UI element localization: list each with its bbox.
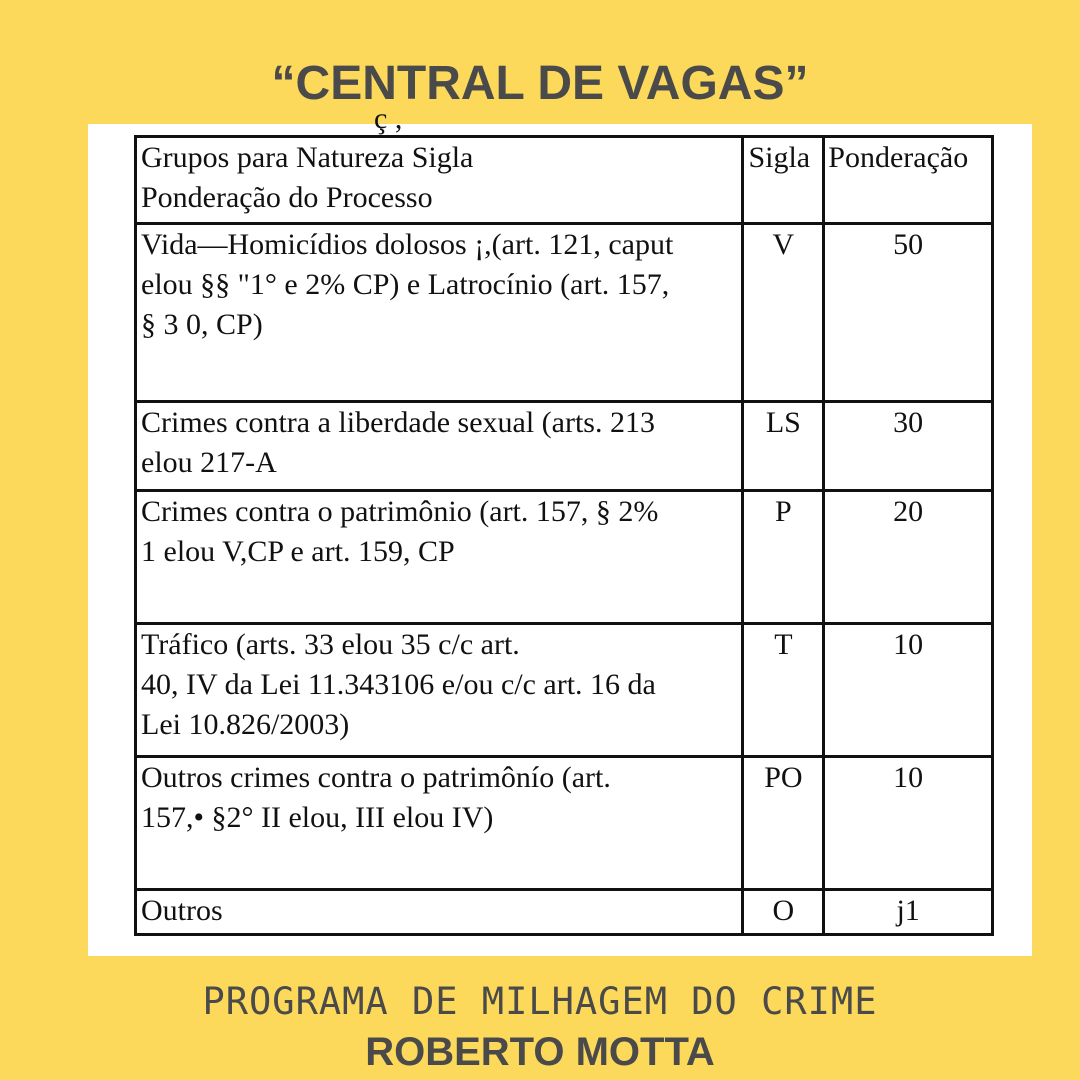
program-title: PROGRAMA DE MILHAGEM DO CRIME [202, 980, 878, 1023]
group-description [136, 757, 743, 890]
ponderacao-cell: 30 [824, 402, 993, 491]
header-groups-line: Ponderação do Processo [141, 181, 433, 214]
header-ponderacao: Ponderação [824, 137, 993, 224]
ponderacao-cell: 10 [824, 624, 993, 757]
description-line: elou §§ "1° e 2% CP) e Latrocínio (art. 157, [141, 268, 670, 301]
header-sigla: Sigla [743, 137, 824, 224]
table-row [136, 402, 993, 491]
page-title: “CENTRAL DE VAGAS” [271, 57, 809, 110]
scanned-document [88, 102, 1032, 956]
sigla-cell: LS [743, 402, 824, 491]
table-row [136, 624, 993, 757]
description-line: 157,• §2° II elou, III elou IV) [141, 801, 494, 834]
description-line: § 3 0, CP) [141, 308, 263, 341]
description-line: Crimes contra o patrimônio (art. 157, § 2% [141, 495, 659, 528]
table-row [136, 224, 993, 402]
ponderacao-cell: 50 [824, 224, 993, 402]
group-description [136, 890, 743, 935]
sigla-cell: V [743, 224, 824, 402]
description-line: Lei 10.826/2003) [141, 708, 350, 741]
sigla-cell: P [743, 491, 824, 624]
description-line: Crimes contra a liberdade sexual (arts. 213 [141, 406, 655, 439]
author-name: ROBERTO MOTTA [365, 1030, 715, 1074]
group-description [136, 624, 743, 757]
group-description [136, 491, 743, 624]
description-line: Outros crimes contra o patrimônío (art. [141, 761, 611, 794]
ponderacao-cell: j1 [824, 890, 993, 935]
group-description [136, 224, 743, 402]
description-line: 1 elou V,CP e art. 159, CP [141, 535, 455, 568]
weighting-table [134, 135, 994, 936]
table-row [136, 757, 993, 890]
table-header-row [136, 137, 993, 224]
sigla-cell: T [743, 624, 824, 757]
description-line: Outros [141, 894, 223, 927]
sigla-cell: PO [743, 757, 824, 890]
group-description [136, 402, 743, 491]
description-line: Tráfico (arts. 33 elou 35 c/c art. [141, 628, 520, 661]
sigla-cell: O [743, 890, 824, 935]
ponderacao-cell: 20 [824, 491, 993, 624]
table-row [136, 890, 993, 935]
table-row [136, 491, 993, 624]
ponderacao-cell: 10 [824, 757, 993, 890]
description-line: 40, IV da Lei 11.343106 e/ou c/c art. 16 da [141, 668, 656, 701]
header-groups-line: Grupos para Natureza Sigla [141, 141, 474, 174]
cropped-text-fragment: ç , [374, 102, 403, 135]
description-line: Vida—Homicídios dolosos ¡,(art. 121, caput [141, 228, 674, 261]
header-groups [136, 137, 743, 224]
description-line: elou 217-A [141, 446, 277, 479]
